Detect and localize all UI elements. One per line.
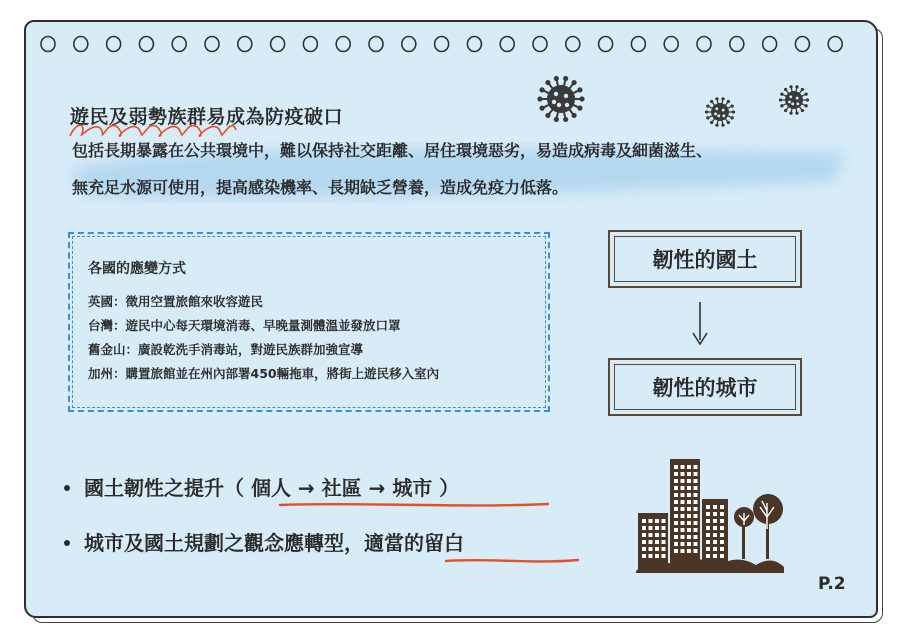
ring [369, 37, 383, 52]
ring [533, 37, 547, 52]
bullet-dot [64, 485, 70, 491]
page-title: 遊民及弱勢族群易成為防疫破口 [70, 106, 344, 128]
ring [271, 37, 285, 52]
ring [336, 37, 350, 52]
ring [697, 37, 711, 52]
ring [730, 37, 744, 52]
bullet-2 [64, 527, 464, 556]
ring [500, 37, 514, 52]
virus-icon [536, 74, 586, 124]
underline-stroke [278, 500, 550, 510]
virus-icon [778, 84, 810, 116]
ring [238, 37, 252, 52]
ring [664, 37, 678, 52]
ring [631, 37, 645, 52]
bullet-2-text: 城市及國土規劃之觀念應轉型， [84, 531, 364, 555]
ring [599, 37, 613, 52]
resilient-city-label: 韌性的城市 [652, 376, 758, 400]
response-item: 台灣：遊民中心每天環境消毒、早晚量測體溫並發放口罩 [88, 318, 401, 333]
response-item: 加州：購置旅館並在州內部署450輛拖車，將街上遊民移入室內 [88, 366, 440, 381]
ring [74, 37, 88, 52]
ring [107, 37, 121, 52]
bullet-1-text: 國土韌性之提升（ 個人 → 社區 → 城市 ） [84, 476, 460, 500]
bullet-1 [64, 472, 459, 501]
down-arrow-icon [690, 300, 710, 348]
ring [435, 37, 449, 52]
response-item: 舊金山：廣設乾洗手消毒站，對遊民族群加強宣導 [88, 342, 364, 357]
page-number: P.2 [818, 574, 846, 594]
city-skyline-icon [636, 455, 784, 573]
ring [139, 37, 153, 52]
resilient-territory-box [608, 230, 802, 288]
body-line-2: 無充足水源可使用，提高感染機率、長期缺乏營養，造成免疫力低落。 [72, 178, 569, 197]
underline-stroke [444, 556, 580, 566]
bullet-2-highlight: 適當的留白 [364, 531, 464, 555]
ring [763, 37, 777, 52]
ring [205, 37, 219, 52]
response-item: 英國：徵用空置旅館來收容遊民 [88, 294, 264, 309]
resilient-territory-label: 韌性的國土 [652, 248, 758, 272]
responses-heading: 各國的應變方式 [88, 261, 186, 277]
notebook-rings [38, 34, 858, 54]
body-line-1: 包括長期暴露在公共環境中，難以保持社交距離、居住環境惡劣，易造成病毒及細菌滋生、 [72, 141, 713, 160]
ring [402, 37, 416, 52]
ring [828, 37, 842, 52]
ring [467, 37, 481, 52]
bullet-dot [64, 540, 70, 546]
ring [41, 37, 55, 52]
resilient-city-box [608, 358, 802, 416]
ring [566, 37, 580, 52]
ring [172, 37, 186, 52]
virus-icon [704, 96, 736, 128]
ring [303, 37, 317, 52]
ring [795, 37, 809, 52]
